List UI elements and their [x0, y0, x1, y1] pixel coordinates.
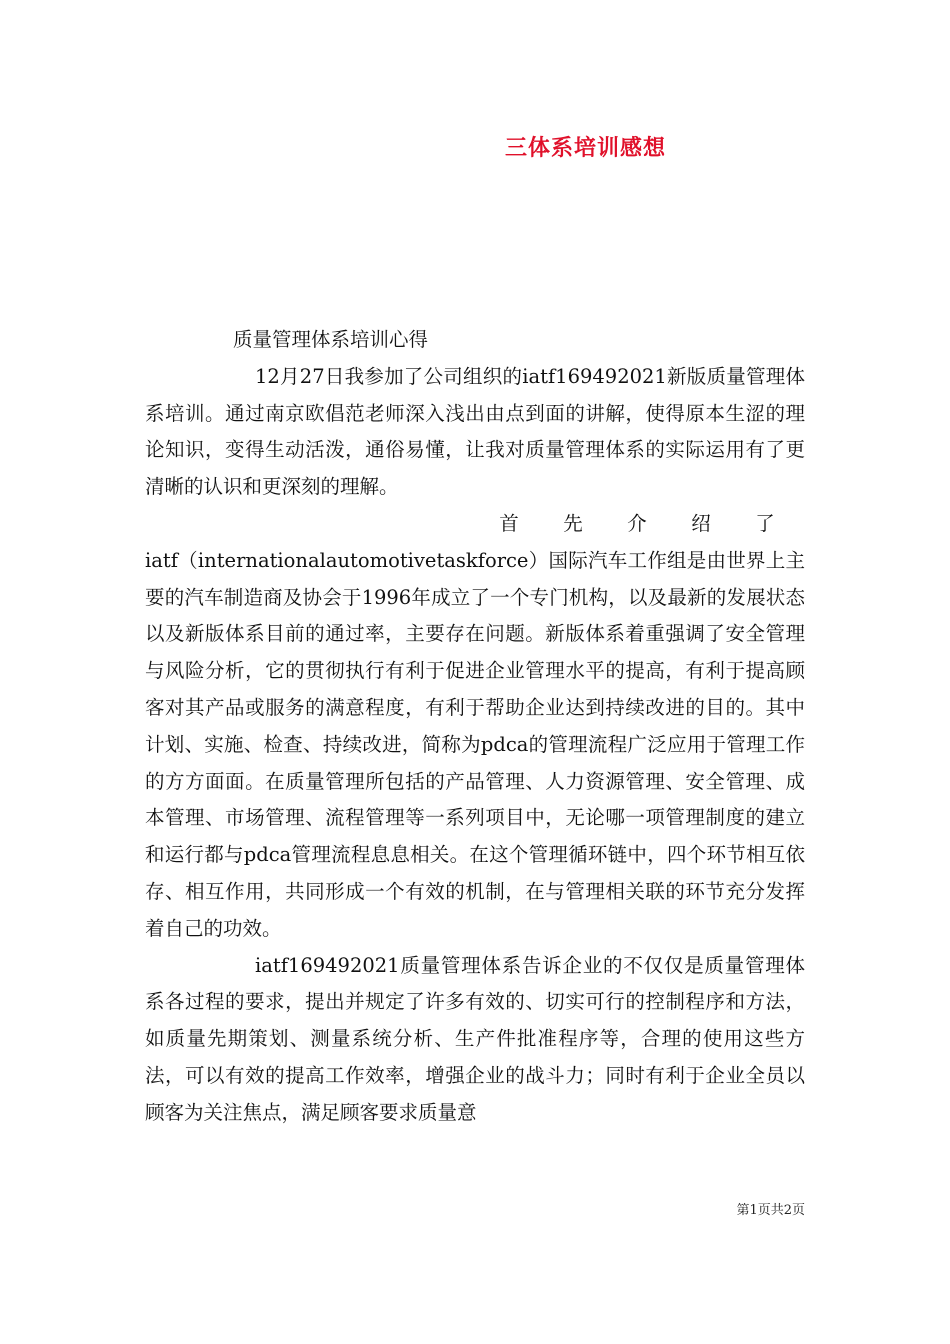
- paragraph-1: 12月27日我参加了公司组织的iatf169492021新版质量管理体系培训。通过南京欧倡范老师深入浅出由点到面的讲解，使得原本生涩的理论知识，变得生动活泼，通俗易懂，让我对质量管理体系的实际运用有了更清晰的认识和更深刻的理解。: [145, 364, 805, 499]
- paragraph-2-lead: [145, 506, 805, 543]
- lead-char: 绍: [691, 511, 711, 535]
- document-body: [145, 322, 805, 1132]
- lead-char: 首: [499, 511, 519, 535]
- lead-char: 了: [755, 511, 775, 535]
- document-title: 三体系培训感想: [505, 136, 667, 161]
- paragraph-2: iatf（internationalautomotivetaskforce）国际汽车工作组是由世界上主要的汽车制造商及协会于1996年成立了一个专门机构，以及最新的发展状态以及新版体系目前的通过率，主要存在问题。新版体系着重强调了安全管理与风险分析，它的贯彻执行有利于促进企业管理水平的提高，有利于提高顾客对其产品或服务的满意程度，有利于帮助企业达到持续改进的目的。其中计划、实施、检查、持续改进，简称为pdca的管理流程广泛应用于管理工作的方方面面。在质量管理所包括的产品管理、人力资源管理、安全管理、成本管理、市场管理、流程管理等一系列项目中，无论哪一项管理制度的建立和运行都与pdca管理流程息息相关。在这个管理循环链中，四个环节相互依存、相互作用，共同形成一个有效的机制，在与管理相关联的环节充分发挥着自己的功效。: [145, 548, 805, 940]
- page-number: 第1页共2页: [736, 1203, 805, 1218]
- paragraph-3: iatf169492021质量管理体系告诉企业的不仅仅是质量管理体系各过程的要求，提出并规定了许多有效的、切实可行的控制程序和方法，如质量先期策划、测量系统分析、生产件批准程序等，合理的使用这些方法，可以有效的提高工作效率，增强企业的战斗力；同时有利于企业全员以顾客为关注焦点，满足顾客要求质量意: [145, 953, 805, 1124]
- document-subtitle: 质量管理体系培训心得: [233, 328, 429, 351]
- lead-char: 介: [627, 511, 647, 535]
- lead-char: 先: [563, 511, 583, 535]
